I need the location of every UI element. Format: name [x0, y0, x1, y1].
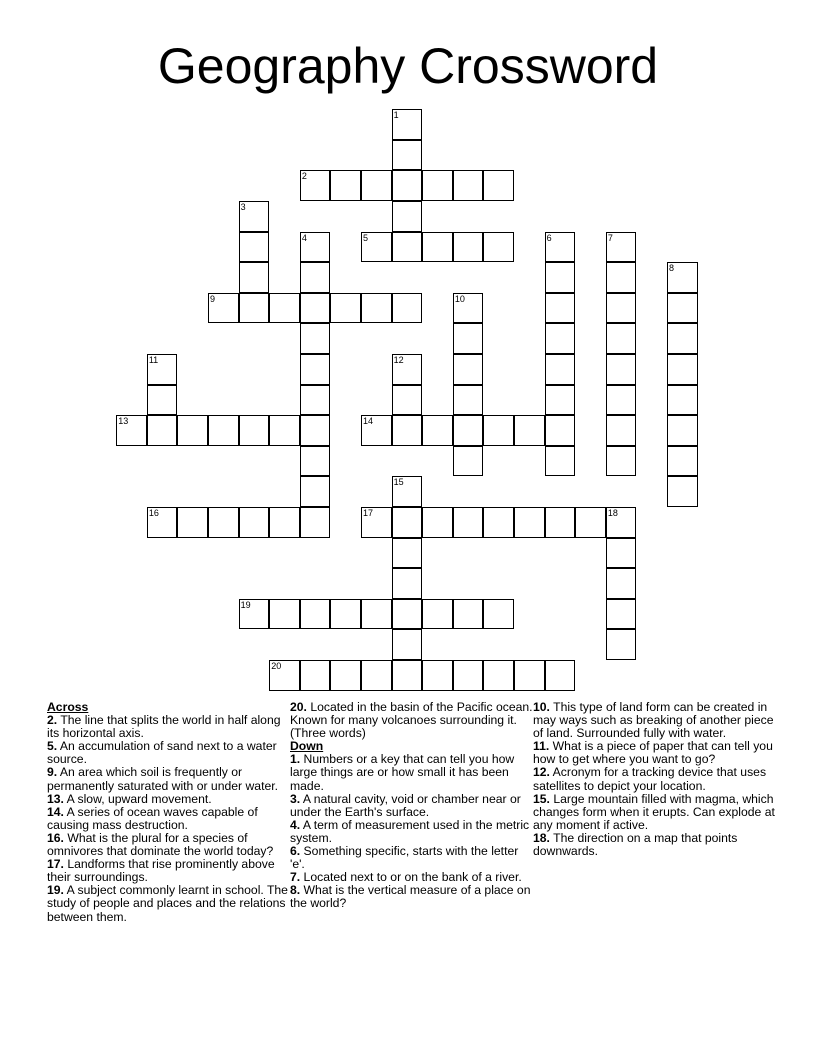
grid-cell[interactable] [330, 660, 361, 691]
clue-text: Acronym for a tracking device that uses satellites to depict your location. [533, 765, 767, 793]
grid-cell[interactable] [147, 354, 178, 385]
clue-number: 12 [393, 355, 404, 366]
grid-cell[interactable] [667, 262, 698, 293]
grid-cell[interactable] [330, 293, 361, 324]
grid-cell[interactable] [422, 507, 453, 538]
down-heading: Down [290, 739, 324, 754]
grid-cell[interactable] [514, 415, 545, 446]
clue-number: 2 [301, 171, 307, 182]
clue-number: 17. [47, 857, 64, 872]
clue-text: Large mountain filled with magma, which changes form when it erupts. Can explode at any moment if active. [533, 791, 775, 832]
grid-cell[interactable] [667, 354, 698, 385]
clue-text: Numbers or a key that can tell you how large things are or how small it has been made. [290, 752, 515, 793]
clue-text: The direction on a map that points downwards. [533, 830, 738, 859]
grid-cell[interactable] [392, 476, 423, 507]
clue-number: 12. [533, 765, 550, 780]
clue-text: A term of measurement used in the metric system. [290, 817, 530, 845]
grid-cell[interactable] [606, 568, 637, 599]
grid-cell[interactable] [422, 415, 453, 446]
grid-cell[interactable] [545, 354, 576, 385]
grid-cell[interactable] [392, 568, 423, 599]
grid-cell[interactable] [606, 415, 637, 446]
grid-cell[interactable] [300, 446, 331, 477]
clue-number: 6. [290, 844, 301, 859]
clue-number: 3. [290, 791, 301, 806]
grid-cell[interactable] [269, 599, 300, 630]
clue-number: 1 [393, 110, 399, 121]
grid-cell[interactable] [483, 660, 514, 691]
across-clue [47, 884, 292, 923]
down-clue [533, 832, 778, 858]
clue-number: 13. [47, 791, 64, 806]
down-clue [290, 884, 535, 910]
clue-text: Something specific, starts with the letter 'e'. [290, 844, 519, 872]
grid-cell[interactable] [453, 446, 484, 477]
grid-cell[interactable] [392, 109, 423, 140]
clue-number: 10 [454, 293, 465, 304]
grid-cell[interactable] [606, 232, 637, 263]
grid-cell[interactable] [453, 599, 484, 630]
clue-number: 11 [148, 355, 159, 366]
grid-cell[interactable] [239, 415, 270, 446]
clue-text: Landforms that rise prominently above their surroundings. [47, 857, 275, 885]
grid-cell[interactable] [361, 293, 392, 324]
grid-cell[interactable] [269, 293, 300, 324]
clue-number: 15. [533, 791, 550, 806]
grid-cell[interactable] [545, 293, 576, 324]
grid-cell[interactable] [239, 599, 270, 630]
grid-cell[interactable] [239, 201, 270, 232]
across-heading: Across [47, 700, 89, 714]
grid-cell[interactable] [208, 293, 239, 324]
grid-cell[interactable] [300, 262, 331, 293]
down-clue [533, 740, 778, 766]
grid-cell[interactable] [453, 323, 484, 354]
grid-cell[interactable] [606, 507, 637, 538]
grid-cell[interactable] [667, 476, 698, 507]
grid-cell[interactable] [300, 232, 331, 263]
clue-text: What is the vertical measure of a place on the world? [290, 883, 531, 911]
clue-number: 19. [47, 883, 64, 898]
grid-cell[interactable] [239, 232, 270, 263]
clue-number: 15 [393, 477, 404, 488]
clue-number: 11. [533, 739, 550, 754]
clue-number: 2. [47, 713, 58, 728]
grid-cell[interactable] [392, 293, 423, 324]
clues-column-3 [533, 701, 778, 858]
page-title: Geography Crossword [157, 38, 659, 94]
clue-text: Located next to or on the bank of a river. [300, 870, 522, 885]
grid-cell[interactable] [330, 170, 361, 201]
grid-cell[interactable] [392, 415, 423, 446]
grid-cell[interactable] [606, 385, 637, 416]
down-clue [290, 819, 535, 845]
clue-number: 5. [47, 739, 58, 754]
grid-cell[interactable] [422, 660, 453, 691]
clue-number: 7 [607, 232, 613, 243]
grid-cell[interactable] [177, 415, 208, 446]
clue-number: 9. [47, 765, 58, 780]
down-clue [290, 753, 535, 792]
grid-cell[interactable] [545, 507, 576, 538]
down-clue [533, 701, 778, 740]
clues-column-1 [47, 701, 292, 924]
grid-cell[interactable] [300, 293, 331, 324]
clue-text: An area which soil is frequently or permanently saturated with or under water. [47, 765, 279, 793]
grid-cell[interactable] [545, 232, 576, 263]
grid-cell[interactable] [392, 599, 423, 630]
grid-cell[interactable] [483, 415, 514, 446]
grid-cell[interactable] [300, 385, 331, 416]
grid-cell[interactable] [239, 293, 270, 324]
grid-cell[interactable] [667, 323, 698, 354]
clue-text: Located in the basin of the Pacific ocean. Known for many volcanoes surrounding it. (Three words) [290, 700, 533, 741]
clue-text: An accumulation of sand next to a water source. [47, 739, 277, 767]
across-clue [47, 832, 292, 858]
grid-cell[interactable] [606, 262, 637, 293]
clue-number: 8 [669, 263, 675, 274]
grid-cell[interactable] [483, 507, 514, 538]
down-clue [533, 766, 778, 792]
grid-cell[interactable] [392, 140, 423, 171]
grid-cell[interactable] [300, 476, 331, 507]
grid-cell[interactable] [361, 170, 392, 201]
grid-cell[interactable] [300, 415, 331, 446]
clue-number: 18 [607, 508, 618, 519]
grid-cell[interactable] [545, 415, 576, 446]
grid-cell[interactable] [667, 446, 698, 477]
grid-cell[interactable] [300, 660, 331, 691]
clue-number: 17 [363, 508, 374, 519]
grid-cell[interactable] [239, 262, 270, 293]
clue-number: 14 [363, 416, 374, 427]
clue-number: 16 [148, 508, 159, 519]
grid-cell[interactable] [361, 415, 392, 446]
clue-text: A subject commonly learnt in school. The study of people and places and the relations between them. [47, 883, 288, 924]
clue-number: 3 [240, 202, 246, 213]
grid-cell[interactable] [392, 232, 423, 263]
across-clue [47, 740, 292, 766]
grid-cell[interactable] [606, 293, 637, 324]
grid-cell[interactable] [483, 232, 514, 263]
grid-cell[interactable] [300, 599, 331, 630]
clue-text: A slow, upward movement. [63, 791, 212, 806]
grid-cell[interactable] [422, 232, 453, 263]
grid-cell[interactable] [422, 599, 453, 630]
grid-cell[interactable] [453, 354, 484, 385]
clue-number: 14. [47, 804, 64, 819]
clue-text: What is the plural for a species of omnivores that dominate the world today? [47, 830, 274, 859]
clue-number: 18. [533, 830, 550, 845]
grid-cell[interactable] [514, 507, 545, 538]
grid-cell[interactable] [361, 507, 392, 538]
grid-cell[interactable] [606, 446, 637, 477]
grid-cell[interactable] [606, 354, 637, 385]
clue-number: 5 [363, 232, 369, 243]
grid-cell[interactable] [269, 415, 300, 446]
clue-number: 6 [546, 232, 552, 243]
grid-cell[interactable] [392, 385, 423, 416]
down-clue [290, 793, 535, 819]
grid-cell[interactable] [392, 170, 423, 201]
clue-number: 20. [290, 700, 307, 714]
grid-cell[interactable] [545, 262, 576, 293]
clue-number: 4. [290, 817, 301, 832]
grid-cell[interactable] [208, 507, 239, 538]
clue-number: 1. [290, 752, 301, 767]
grid-cell[interactable] [545, 660, 576, 691]
grid-cell[interactable] [483, 170, 514, 201]
grid-cell[interactable] [667, 293, 698, 324]
grid-cell[interactable] [147, 415, 178, 446]
grid-cell[interactable] [545, 446, 576, 477]
grid-cell[interactable] [392, 507, 423, 538]
grid-cell[interactable] [147, 385, 178, 416]
grid-cell[interactable] [667, 415, 698, 446]
grid-cell[interactable] [361, 660, 392, 691]
grid-cell[interactable] [330, 599, 361, 630]
across-clue [47, 858, 292, 884]
grid-cell[interactable] [300, 323, 331, 354]
grid-cell[interactable] [667, 385, 698, 416]
clue-number: 4 [301, 232, 307, 243]
grid-cell[interactable] [300, 507, 331, 538]
clue-number: 20 [271, 661, 282, 672]
grid-cell[interactable] [422, 170, 453, 201]
clue-number: 7. [290, 870, 301, 885]
grid-cell[interactable] [392, 201, 423, 232]
clue-text: A natural cavity, void or chamber near or under the Earth's surface. [290, 791, 521, 819]
clue-text: The line that splits the world in half along its horizontal axis. [47, 713, 281, 741]
grid-cell[interactable] [392, 354, 423, 385]
across-clue [47, 766, 292, 792]
grid-cell[interactable] [300, 170, 331, 201]
grid-cell[interactable] [269, 507, 300, 538]
grid-cell[interactable] [392, 629, 423, 660]
clue-number: 19 [240, 599, 251, 610]
grid-cell[interactable] [453, 385, 484, 416]
clue-text: What is a piece of paper that can tell you how to get where you want to go? [533, 739, 773, 767]
grid-cell[interactable] [453, 232, 484, 263]
across-clue [47, 806, 292, 832]
clue-number: 9 [210, 293, 216, 304]
clue-text: A series of ocean waves capable of causing mass destruction. [47, 804, 258, 832]
grid-cell[interactable] [453, 415, 484, 446]
grid-cell[interactable] [453, 660, 484, 691]
clues-column-2 [290, 701, 535, 911]
grid-cell[interactable] [453, 507, 484, 538]
grid-cell[interactable] [300, 354, 331, 385]
grid-cell[interactable] [575, 507, 606, 538]
clue-text: This type of land form can be created in may ways such as breaking of another piece of land. Surrounded fully with water. [533, 700, 774, 741]
grid-cell[interactable] [392, 660, 423, 691]
grid-cell[interactable] [606, 538, 637, 569]
grid-cell[interactable] [269, 660, 300, 691]
grid-cell[interactable] [177, 507, 208, 538]
grid-cell[interactable] [116, 415, 147, 446]
grid-cell[interactable] [453, 170, 484, 201]
clue-number: 16. [47, 830, 64, 845]
clue-number: 13 [118, 416, 129, 427]
grid-cell[interactable] [361, 232, 392, 263]
across-clue [290, 701, 535, 740]
grid-cell[interactable] [453, 293, 484, 324]
across-clue [47, 714, 292, 740]
clue-number: 10. [533, 700, 550, 714]
grid-cell[interactable] [239, 507, 270, 538]
grid-cell[interactable] [606, 629, 637, 660]
grid-cell[interactable] [208, 415, 239, 446]
down-clue [533, 793, 778, 832]
grid-cell[interactable] [545, 323, 576, 354]
grid-cell[interactable] [392, 538, 423, 569]
grid-cell[interactable] [606, 323, 637, 354]
grid-cell[interactable] [545, 385, 576, 416]
down-clue [290, 845, 535, 871]
grid-cell[interactable] [147, 507, 178, 538]
clue-number: 8. [290, 883, 301, 898]
grid-cell[interactable] [483, 599, 514, 630]
grid-cell[interactable] [606, 599, 637, 630]
grid-cell[interactable] [514, 660, 545, 691]
grid-cell[interactable] [361, 599, 392, 630]
